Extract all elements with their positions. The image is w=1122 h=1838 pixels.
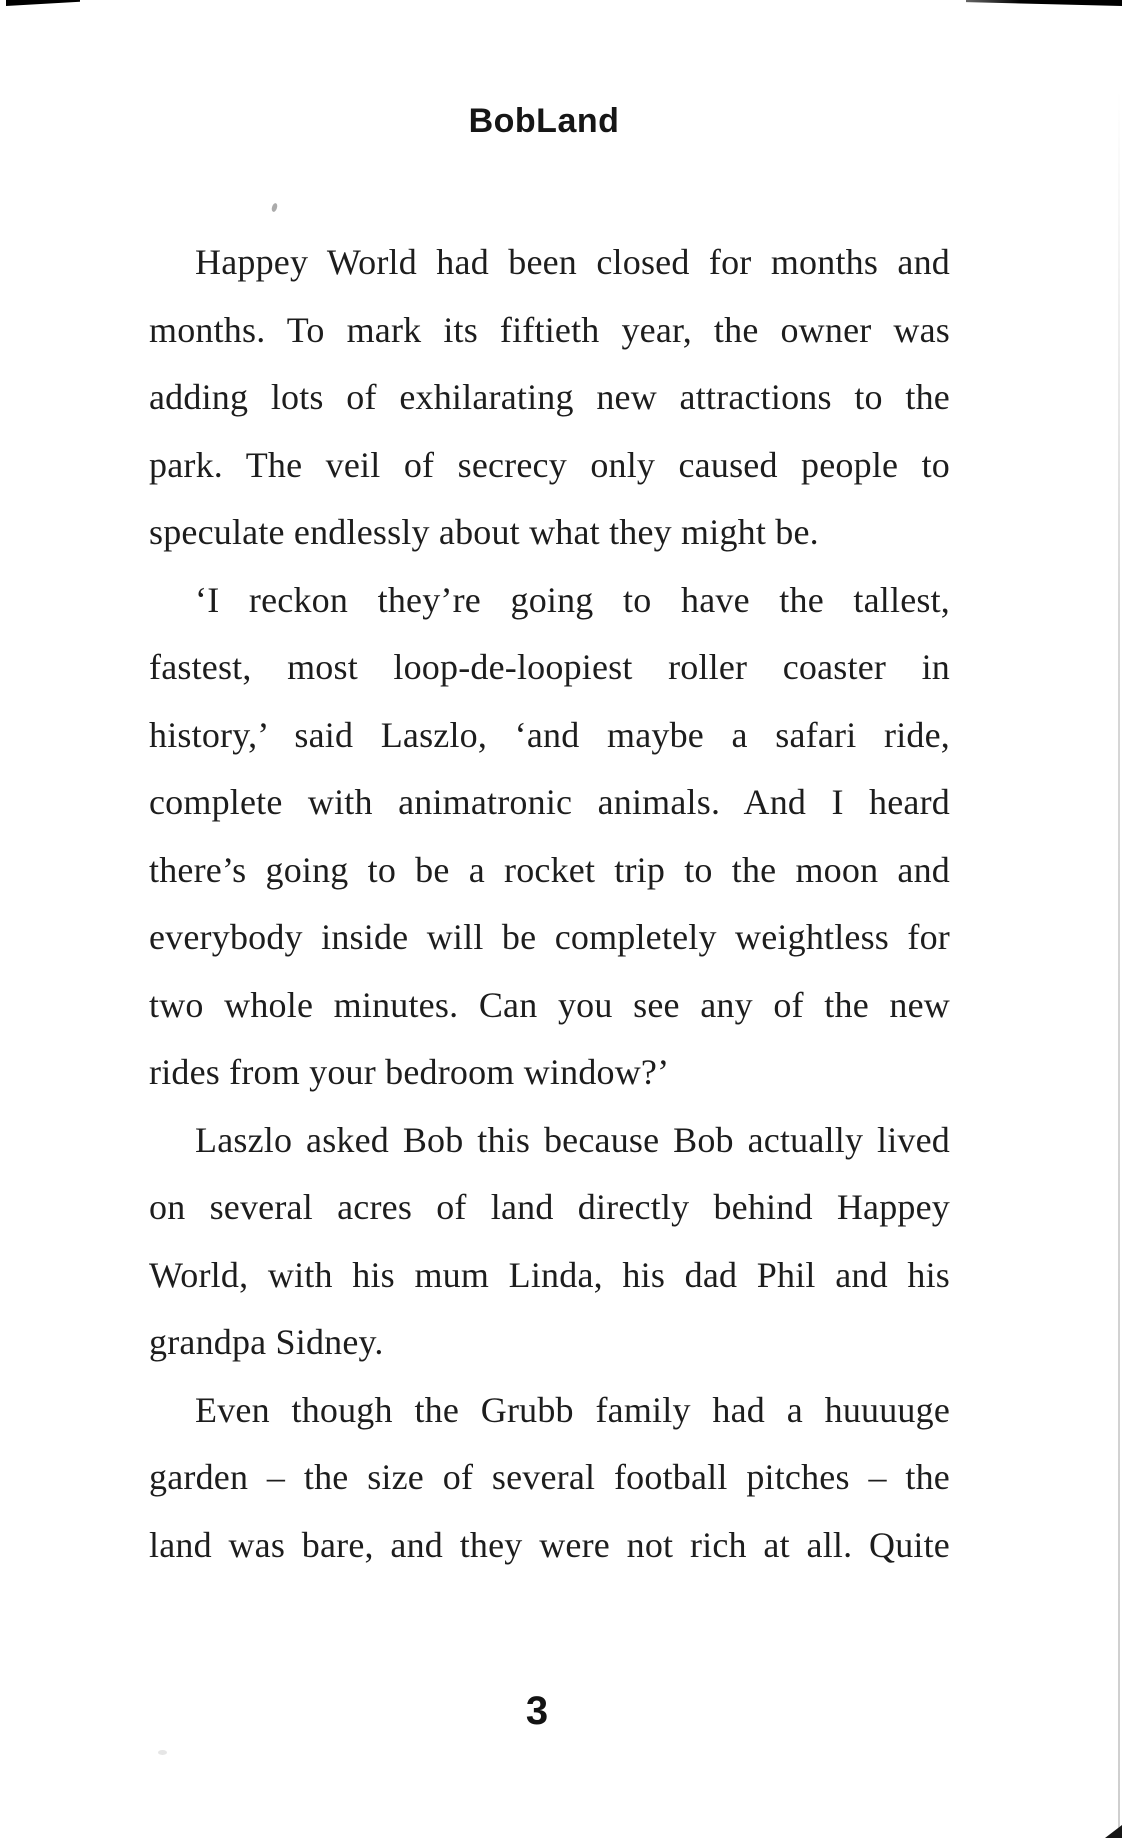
body-line: there’s going to be a rocket trip to the moon and: [149, 849, 950, 890]
body-line: speculate endlessly about what they might be.: [149, 512, 819, 552]
body-line: Happey World had been closed for months and: [195, 242, 950, 282]
body-line: fastest, most loop-de-loopiest roller coaster in: [149, 647, 950, 687]
body-line: land was bare, and they were not rich at all. Quite: [149, 1524, 950, 1565]
body-line: park. The veil of secrecy only caused people to: [149, 444, 950, 485]
body-text: [149, 229, 950, 1579]
scan-speck: [158, 1750, 167, 1755]
page-number: 3: [525, 1689, 549, 1733]
body-line: grandpa Sidney.: [149, 1322, 384, 1362]
scan-artifact-top-left: [6, 0, 80, 6]
scan-speck: [271, 202, 279, 212]
body-line: garden – the size of several football pitches – the: [149, 1457, 950, 1497]
body-line: history,’ said Laszlo, ‘and maybe a safari ride,: [149, 714, 950, 755]
chapter-title: BobLand: [468, 102, 620, 140]
body-line: everybody inside will be completely weightless for: [149, 917, 950, 957]
body-line: rides from your bedroom window?’: [149, 1052, 670, 1092]
paragraph: [149, 229, 950, 567]
body-line: Laszlo asked Bob this because Bob actually lived: [195, 1119, 950, 1160]
running-header: [0, 102, 1088, 140]
body-line: on several acres of land directly behind Happey: [149, 1187, 950, 1227]
body-line: two whole minutes. Can you see any of the new: [149, 984, 950, 1025]
body-line: adding lots of exhilarating new attractions to the: [149, 377, 950, 417]
paragraph: [149, 1107, 950, 1377]
page-edge-shadow: [1118, 90, 1120, 1838]
paragraph: [149, 1377, 950, 1580]
body-line: Even though the Grubb family had a huuuuge: [195, 1389, 950, 1430]
paragraph: [149, 567, 950, 1107]
scan-artifact-top-right: [966, 0, 1122, 6]
body-line: World, with his mum Linda, his dad Phil and his: [149, 1254, 950, 1295]
body-line: complete with animatronic animals. And I heard: [149, 782, 950, 822]
body-line: ‘I reckon they’re going to have the tallest,: [195, 579, 950, 620]
body-line: months. To mark its fiftieth year, the owner was: [149, 309, 950, 350]
